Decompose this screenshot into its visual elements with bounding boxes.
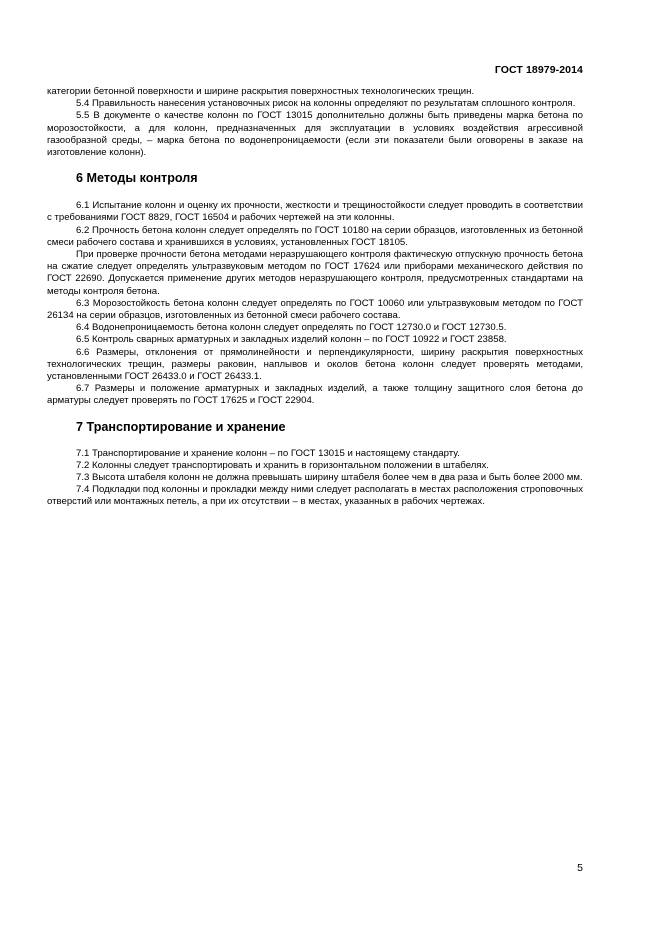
- paragraph-6-5: 6.5 Контроль сварных арматурных и закладных изделий колонн – по ГОСТ 10922 и ГОСТ 23858.: [76, 334, 507, 346]
- paragraph-7-1: 7.1 Транспортирование и хранение колонн – по ГОСТ 13015 и настоящему стандарту.: [76, 447, 460, 459]
- paragraph-5-4: 5.4 Правильность нанесения установочных рисок на колонны определяют по результатам сплошного контроля.: [76, 98, 576, 110]
- paragraph-6-7: 6.7 Размеры и положение арматурных и закладных изделий, а также толщину защитного слоя бетона до арматуры следует проверять по ГОСТ 17625 и ГОСТ 22904.: [47, 383, 583, 407]
- paragraph-6-3: 6.3 Морозостойкость бетона колонн следует определять по ГОСТ 10060 или ультразвуковым методом по ГОСТ 26134 на серии образцов, изготовленных из бетонной смеси рабочего состава.: [47, 297, 583, 322]
- paragraph-6-6: 6.6 Размеры, отклонения от прямолинейности и перпендикулярности, ширину раскрытия поверхностных технологических трещин, размеры раковин, наплывов и околов бетона колонн следует проверять методами, установленными ГОСТ 26433.0 и ГОСТ 26433.1.: [47, 346, 583, 383]
- paragraph-7-3: 7.3 Высота штабеля колонн не должна превышать ширину штабеля более чем в два раза и быть более 2000 мм.: [76, 472, 583, 484]
- paragraph-6-2-nondestructive: При проверке прочности бетона методами неразрушающего контроля фактическую отпускную прочность бетона на сжатие следует определять ультразвуковым методом по ГОСТ 17624 или приборами механического действия по ГОСТ 22690. Допускается применение других методов неразрушающего контроля, предусмотренных стандартами на методы контроля бетона.: [47, 249, 583, 297]
- paragraph-6-4: 6.4 Водонепроницаемость бетона колонн следует определять по ГОСТ 12730.0 и ГОСТ 12730.5.: [76, 322, 507, 334]
- paragraph-7-2: 7.2 Колонны следует транспортировать и хранить в горизонтальном положении в штабелях.: [76, 459, 489, 471]
- paragraph-5-5: 5.5 В документе о качестве колонн по ГОСТ 13015 дополнительно должны быть приведены марка бетона по морозостойкости, а для колонн, предназначенных для эксплуатации в условиях воздействия агрессивной газообразной среды, – марка бетона по водонепроницаемости (если эти показатели были оговорены в заказе на изготовление колонн).: [47, 110, 583, 159]
- section-7-heading: 7 Транспортирование и хранение: [76, 419, 286, 434]
- paragraph-5-3-continuation: категории бетонной поверхности и ширине раскрытия поверхностных технологических трещин.: [47, 86, 475, 97]
- paragraph-7-4: 7.4 Подкладки под колонны и прокладки между ними следует располагать в местах расположения строповочных отверстий или монтажных петель, а при их отсутствии – в местах, указанных в рабочих чертежах.: [47, 484, 583, 508]
- page-number: 5: [577, 862, 583, 874]
- page-body: [47, 86, 583, 509]
- paragraph-6-1: 6.1 Испытание колонн и оценку их прочности, жесткости и трещиностойкости следует проводить в соответствии с требованиями ГОСТ 8829, ГОСТ 16504 и рабочих чертежей на эти колонны.: [47, 200, 583, 224]
- section-6-heading: 6 Методы контроля: [76, 171, 198, 186]
- document-header-id: ГОСТ 18979-2014: [494, 64, 583, 76]
- paragraph-6-2: 6.2 Прочность бетона колонн следует определять по ГОСТ 10180 на серии образцов, изготовленных из бетонной смеси рабочего состава и хранившихся в условиях, установленных ГОСТ 18105.: [47, 224, 583, 248]
